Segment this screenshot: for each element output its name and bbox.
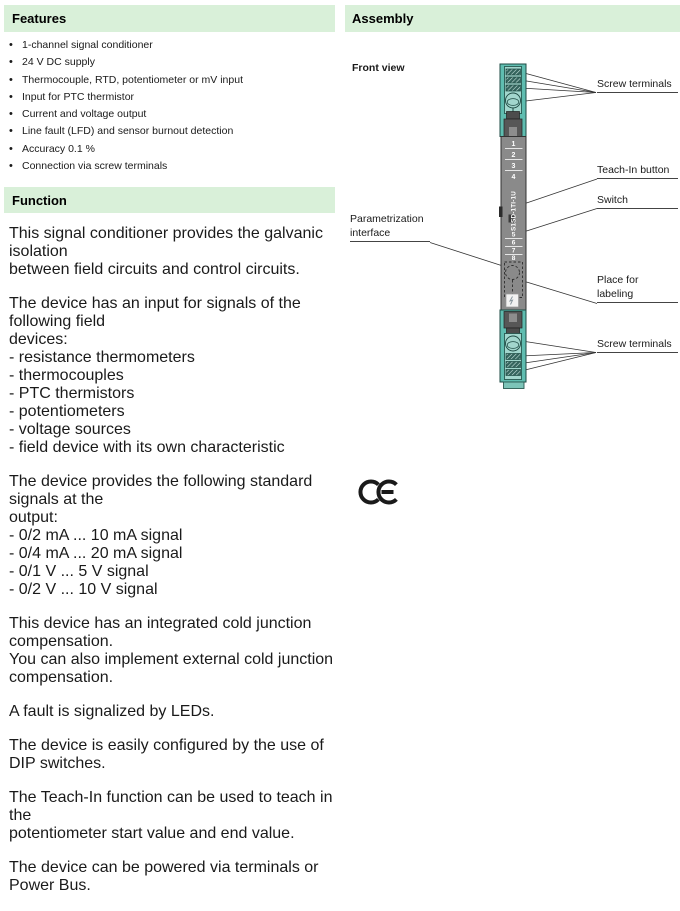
function-title: Function <box>12 192 67 208</box>
callout-line <box>527 282 598 304</box>
text-line: labeling <box>597 288 634 300</box>
bullet-icon <box>9 158 22 175</box>
text-line: output: <box>9 509 58 526</box>
feature-item <box>9 89 331 106</box>
callout-line <box>430 243 505 267</box>
screw-clamp <box>506 354 521 360</box>
terminal-number: 4 <box>511 174 516 181</box>
text-line: The device provides the following standard signals at the <box>9 473 313 508</box>
screw-terminals-top-label: Screw terminals <box>597 77 678 93</box>
bullet-icon <box>9 123 22 140</box>
bullet-icon <box>9 37 22 54</box>
device-model-label: S1SD-1TI-1U <box>510 191 518 231</box>
text-line: - 0/2 mA ... 10 mA signal <box>9 527 183 544</box>
text-line: - 0/2 V ... 10 V signal <box>9 581 158 598</box>
screw-clamp <box>506 77 521 83</box>
feature-item <box>9 141 331 158</box>
text-line: This device has an integrated cold junction compensation. <box>9 615 312 650</box>
feature-item <box>9 54 331 71</box>
text-line: The device is easily configured by the use of DIP switches. <box>9 737 324 772</box>
switch-notch <box>499 207 503 218</box>
front-view-label: Front view <box>352 62 405 74</box>
callout-line <box>527 209 598 232</box>
feature-item-text: Connection via screw terminals <box>22 160 168 173</box>
bullet-icon <box>9 54 22 71</box>
text-line: between field circuits and control circuits. <box>9 261 300 278</box>
text-line: - 0/4 mA ... 20 mA signal <box>9 545 183 562</box>
features-section-header <box>4 5 335 32</box>
terminal-number: 8 <box>511 255 516 262</box>
teach-in-button-label: Teach-In button <box>597 163 678 179</box>
screw-clamp <box>506 370 521 376</box>
screw-terminals-bottom-label: Screw terminals <box>597 337 678 353</box>
feature-item-text: Input for PTC thermistor <box>22 90 135 103</box>
feature-item-text: Line fault (LFD) and sensor burnout detection <box>22 125 234 138</box>
bullet-icon <box>9 141 22 158</box>
assembly-section-header <box>345 5 680 32</box>
screw-clamp <box>506 362 521 368</box>
text-line: - 0/1 V ... 5 V signal <box>9 563 149 580</box>
feature-item <box>9 72 331 89</box>
features-title: Features <box>12 11 67 26</box>
ce-mark-icon <box>354 474 410 512</box>
text-line: - voltage sources <box>9 421 131 438</box>
text-line: The Teach-In function can be used to teach in the <box>9 789 333 824</box>
function-section-header <box>4 187 335 213</box>
feature-item-text: Accuracy 0.1 % <box>22 142 95 155</box>
switch-label: Switch <box>597 193 678 209</box>
callout-line <box>522 341 596 353</box>
text-line: - resistance thermometers <box>9 349 195 366</box>
device-bottom-terminal-block <box>500 310 526 389</box>
text-line: Parametrization <box>350 213 424 225</box>
text-line: interface <box>350 227 391 239</box>
device-bottom-cap <box>504 382 525 389</box>
feature-item <box>9 106 331 123</box>
callout-line <box>522 93 597 102</box>
screw-clamp <box>506 69 521 75</box>
screw-clamp <box>506 85 521 91</box>
bullet-icon <box>9 89 22 106</box>
assembly-title: Assembly <box>352 11 414 26</box>
text-line: This signal conditioner provides the galvanic isolation <box>9 225 323 260</box>
parametrization-interface-label <box>350 212 430 242</box>
feature-item-text: 24 V DC supply <box>22 56 95 69</box>
terminal-number: 2 <box>511 152 516 159</box>
text-line: - potentiometers <box>9 403 125 420</box>
terminal-number: 1 <box>511 141 516 148</box>
feature-item-text: Current and voltage output <box>22 108 147 121</box>
terminal-number: 3 <box>511 163 516 170</box>
terminal-number: 7 <box>511 247 516 255</box>
feature-item-text: 1-channel signal conditioner <box>22 39 153 51</box>
text-line: The device can be powered via terminals or Power Bus. <box>9 859 319 894</box>
place-for-labeling-label <box>597 273 678 303</box>
text-line: - PTC thermistors <box>9 385 135 402</box>
text-line: devices: <box>9 331 68 348</box>
text-line: The device has an input for signals of the following field <box>9 295 301 330</box>
function-text <box>9 221 335 911</box>
callout-line <box>527 179 598 203</box>
terminal-number: 5 <box>511 231 516 239</box>
device-body <box>499 137 526 311</box>
feature-item <box>9 158 331 175</box>
terminal-number: 6 <box>511 239 516 247</box>
text-line: Place for <box>597 274 639 286</box>
text-line: A fault is signalized by LEDs. <box>9 703 215 720</box>
feature-item-text: Thermocouple, RTD, potentiometer or mV input <box>22 73 243 86</box>
bullet-icon <box>9 106 22 123</box>
text-line: - thermocouples <box>9 367 124 384</box>
text-line: - field device with its own characteristic <box>9 439 285 456</box>
feature-item <box>9 37 331 54</box>
text-line: You can also implement external cold junction compensation. <box>9 651 334 686</box>
features-list <box>9 37 331 175</box>
text-line: potentiometer start value and end value. <box>9 825 295 842</box>
device-top-terminal-block <box>500 64 526 137</box>
feature-item <box>9 123 331 140</box>
bullet-icon <box>9 72 22 89</box>
